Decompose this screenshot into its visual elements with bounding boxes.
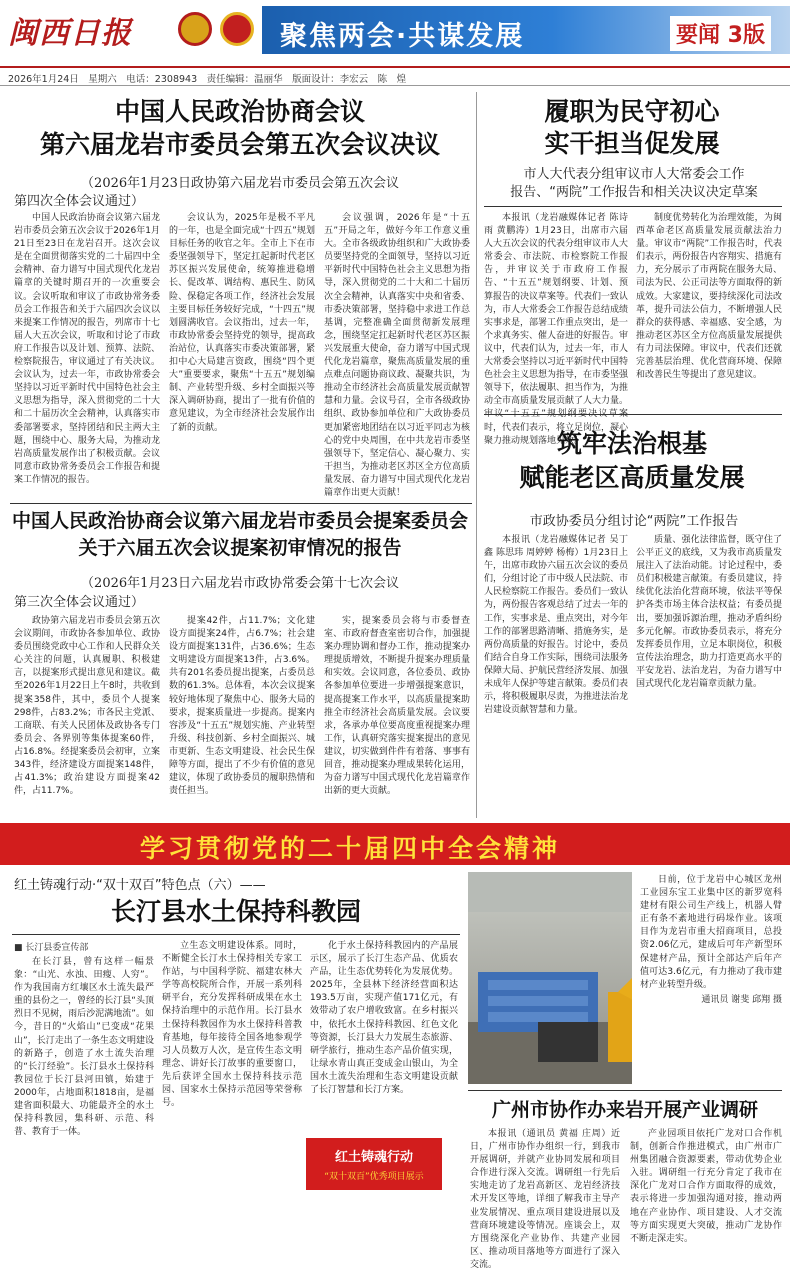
- article-5-column-1: 在长汀县，曾有这样一幅景象：“山光、水浊、田瘦、人穷”。作为我国南方红壤区水土流失最严重的县份之一，曾经的长汀县“头顶烈日不见树，雨后沙泥满地流”。如今，昔日的“火焰山”已变成“花果山”，长汀走出了一条生态文明建设的新路子，创造了水土流失治理的“长汀经验”。长汀县水土保持科教园位于长汀县河田镇，始建于2000年，占地面积1818亩，是福建省面积最大、功能最齐全的水土保持科教园，集科研、示范、科普、教育于一体。: [14, 957, 154, 1138]
- article-3-column-2: 制度优势转化为治理效能，为闽西革命老区高质量发展贡献法治力量。审议市“两院”工作报告时，代表们表示，两份报告内容翔实、措施有力，充分展示了市两院在服务大局、司法为民、公正司法等方面取得的新成效。大家建议，要持续深化司法改革，提升司法公信力，不断增强人民群众的获得感、幸福感、安全感，为推动老区苏区全方位高质量发展提供有力司法保障。审议中，代表们还就完善基层治理、优化营商环境、保障和改善民生等提出了意见建议。: [636, 213, 782, 381]
- article-2-column-2: 提案42件，占11.7%；文化建设方面提案24件，占6.7%；社会建设方面提案131件，占36.6%；生态文明建设方面提案13件，占3.6%。共有201名委员提出提案，占委员总数的61.3%。总体看，本次会议提案较好地体现了聚焦中心、服务大局的要求，提案质量进一步提高。提案内容涉及“十五五”规划实施、产业转型升级、科技创新、乡村全面振兴、城市更新、生态文明建设、社会民生保障等方面，提出了不少有价值的意见建议，体现了政协委员的履职热情和责任担当。: [169, 616, 315, 797]
- issue-meta: 2026年1月24日 星期六 电话：2308943 责任编辑：温丽华 版面设计：李宏云 陈 煌: [0, 66, 790, 86]
- article-2-subtitle-line-1: （2026年1月23日六届龙岩市政协常委会第十七次会议: [81, 576, 399, 591]
- divider: [484, 414, 782, 415]
- divider: [12, 934, 460, 935]
- article-4-deck: 市政协委员分组讨论“两院”工作报告: [529, 514, 739, 529]
- header-banner-title: 聚焦两会·共谋发展: [280, 21, 525, 52]
- article-1-column-1: 中国人民政治协商会议第六届龙岩市委员会第五次会议于2026年1月21日至23日在龙岩召开。这次会议是在全面贯彻落实党的二十届四中全会精神、奋力谱写中国式现代化龙岩篇章的关键时期召开的一次重要会议。会议听取和审议了市政协常务委员会工作报告和关于六届四次会议以来提案工作情况的报告，列席市十七届人大五次会议，听取和讨论了市政府工作报告以及计划、预算、法院、检察院报告，审议通过了有关决议。会议认为，过去一年，市政协常委会坚持以习近平新时代中国特色社会主义思想为指导，深入贯彻党的二十大和二十届历次全会精神，认真落实市委部署要求，坚持团结和民主两大主题，围绕中心、服务大局，为推动龙岩高质量发展作出了积极贡献。会议同意市政协常务委员会工作报告和提案工作情况的报告。: [14, 213, 160, 485]
- campaign-badge-title: 红土铸魂行动: [334, 1150, 413, 1165]
- column-divider: [476, 92, 477, 818]
- article-4-column-2: 质量、强化法律监督，既守住了公平正义的底线，又为我市高质量发展注入了法治动能。讨论过程中，委员们积极建言献策。有委员建议，持续优化法治化营商环境，依法平等保护各类市场主体合法权益；有委员提出，要加强诉源治理，推动矛盾纠纷多元化解。市政协委员表示，将充分发挥委员作用，立足本职岗位，积极宣传法治理念，助力打造更高水平的平安龙岩、法治龙岩，为奋力谱写中国式现代化龙岩篇章贡献力量。: [636, 535, 782, 690]
- article-6-column-1: 本报讯（通讯员 黄福 庄周）近日，广州市协作办组织一行，到我市开展调研，并就产业协同发展和项目合作进行深入交流。调研组一行先后实地走访了龙岩高新区、龙岩经济技术开发区等地，详细了解我市主导产业发展情况、重点项目建设进展以及营商环境建设等情况。座谈会上，双方围绕深化产业协作、共建产业园区、推动项目落地等方面进行了深入交流。: [470, 1129, 620, 1270]
- article-1-subtitle-line-1: （2026年1月23日政协第六届龙岩市委员会第五次会议: [81, 176, 399, 191]
- article-1-title-line-2: 第六届龙岩市委员会第五次会议决议: [39, 130, 440, 159]
- article-5-column-3: 化于水土保持科教园内的产品展示区，展示了长汀生态产品、优质农产品，让生态优势转化为发展优势。2025年，全县林下经济经营面积达193.5万亩，实现产值171亿元，有效带动了农户增收致富。在乡村振兴中，依托水土保持科教园、红色文化等资源，长汀县大力发展生态旅游、研学旅行，推动生态产品价值实现，让绿水青山真正变成金山银山，为全国水土流失治理和生态文明建设贡献了长汀智慧和长汀方案。: [310, 941, 458, 1096]
- cppcc-emblem-icon: [220, 12, 254, 46]
- article-4-title-line-1: 筑牢法治根基: [556, 429, 707, 458]
- article-1-subtitle-line-2: 第四次全体会议通过）: [14, 194, 145, 209]
- article-5-title: 长汀县水土保持科教园: [110, 897, 361, 926]
- article-6-title: 广州市协作办来岩开展产业调研: [491, 1099, 758, 1121]
- article-2-title-line-2: 关于六届五次会议提案初审情况的报告: [78, 537, 402, 559]
- article-5-kicker: 红土铸魂行动·“双十双百”特色点（六）——: [14, 878, 266, 893]
- article-2-column-1: 政协第六届龙岩市委员会第五次会议期间，市政协各参加单位、政协委员围绕党政中心工作和人民群众关心关注的问题，认真履职、积极建言，以提案形式提出意见和建议。截至2026年1月22日上午8时，共收到提案358件，其中，委员个人提案298件，占83.2%；市各民主党派、工商联、有关人民团体及政协各专门委员会、各界别等集体提案60件，占16.8%。经提案委员会初审，立案343件，经济建设方面提案148件，占41.3%；政治建设方面提案42件，占11.7%。: [14, 616, 160, 797]
- article-3-deck-line-1: 市人大代表分组审议市人大常委会工作: [523, 167, 745, 182]
- newspaper-logo: 闽西日报: [8, 16, 132, 51]
- article-4-title-line-2: 赋能老区高质量发展: [519, 463, 745, 492]
- article-5-byline: ■ 长汀县委宣传部: [14, 943, 89, 953]
- article-3-deck-line-2: 报告、“两院”工作报告和相关决议决定草案: [510, 185, 758, 200]
- article-6-column-2: 产业园项目依托广龙对口合作机制，创新合作推进模式，由广州市广州集团融合资源要素，带动优势企业入驻。调研组一行充分肯定了我市在深化广龙对口合作方面取得的成效，表示将进一步加强沟通对接，推动两地在产业协作、项目建设、人才交流等方面实现更大突破，推动广龙协作不断走深走实。: [630, 1129, 782, 1244]
- article-2-column-3: 实，提案委员会将与市委督查室、市政府督查室密切合作，加强提案办理协调和督办工作，推动提案办理提质增效，不断提升提案办理质量和实效。会议同意，各位委员、政协各参加单位要进一步增强提案意识，提高提案工作水平，以高质量提案助推全市经济社会高质量发展。会议要求，各承办单位要高度重视提案办理工作，认真研究落实提案提出的意见建议，切实做到件件有着落、事事有回音，推动提案办理成果转化运用，为奋力谱写中国式现代化龙岩篇章作出新的更大贡献。: [324, 616, 470, 797]
- photo-credit: 通讯员 谢斐 邱翔 摄: [701, 994, 782, 1005]
- national-emblem-icon: [178, 12, 212, 46]
- article-3-column-1: 本报讯（龙岩融媒体记者 陈诗雨 黄鹏涛）1月23日，出席市六届人大五次会议的代表分组审议市人大常委会、市法院、市检察院工作报告，并审议关于市政府工作报告、“十五五”规划纲要、计划、预算报告的决议草案等。代表们一致认为，市人大常委会工作报告总结成绩实事求是，部署工作重点突出，是一个求真务实、催人奋进的好报告。审议中，代表们认为，过去一年，市人大常委会坚持以习近平新时代中国特色社会主义思想为指导，在市委坚强领导下，依法履职、担当作为，为推动全市高质量发展贡献了人大力量。 时，代表们表示，将立足岗位，凝心聚力推动规划落地见效。: [484, 213, 629, 446]
- article-4-column-1: 本报讯（龙岩融媒体记者 吴丁鑫 陈思玮 周婷婷 杨梅）1月23日上午，出席市政协六届五次会议的委员们，分组讨论了市中级人民法院、市人民检察院工作报告。委员们一致认为，两份报告客观总结了过去一年的工作，实事求是、重点突出，对今年工作的部署思路清晰、措施务实，是两份高质量的好报告。讨论中，委员们结合自身工作实际，围绕司法服务保障大局、护航民营经济发展、加强未成年人保护等建言献策。委员们表示，将积极履职尽责，为推进法治龙岩建设贡献智慧和力量。: [484, 535, 629, 716]
- divider: [484, 206, 782, 207]
- article-2-title-line-1: 中国人民政治协商会议第六届龙岩市委员会提案委员会: [11, 510, 468, 532]
- article-1-column-3: 会议强调，2026年是“十五五”开局之年，做好今年工作意义重大。全市各级政协组织和广大政协委员要坚持党的全面领导，坚持以习近平新时代中国特色社会主义思想为指导，深入贯彻党的二十大和二十届历次全会精神，认真落实中央和省委、市委决策部署，坚持稳中求进工作总基调，完整准确全面贯彻新发展理念，围绕坚定扛起新时代老区苏区振兴发展重大使命，奋力谱写中国式现代化龙岩篇章，聚焦高质量发展的重点难点问题协商议政、凝聚共识，为推动全市经济社会高质量发展贡献智慧和力量。会议号召，全市各级政协组织、政协参加单位和广大政协委员更加紧密地团结在以习近平同志为核心的党中央周围，在中共龙岩市委坚强领导下，坚定信心、凝心聚力、实干担当，为推动老区苏区全方位高质量发展、奋力谱写中国式现代化龙岩篇章作出更大贡献！: [324, 213, 470, 498]
- article-5-column-2: 立生态文明建设体系。同时，不断健全长汀水土保持相关专家工作站，与中国科学院、福建农林大学等高校院所合作，开展一系列科研平台，充分发挥科研成果在水土保持治理中的示范作用。长汀县水土保持科教园作为水土保持科普教育基地，每年接待全国各地参观学习人员数万人次，是宣传生态文明理念、讲好长汀故事的重要窗口，先后获评全国水土保持科技示范园、国家水土保持示范园等荣誉称号。: [162, 941, 302, 1109]
- campaign-badge-subtitle: “双十双百”优秀项目展示: [324, 1172, 424, 1182]
- divider: [10, 503, 472, 504]
- section-label: 要闻 3版: [670, 16, 771, 51]
- photo-caption: 日前，位于龙岩中心城区龙州工业园东宝工业集中区的新罗宽科建材有限公司生产线上，机器人臂正有条不紊地进行码垛作业。该项目作为龙岩市重大招商项目，总投资2.06亿元，建成后可年产新型环保建材产品，预计全部达产后年产值可达3.6亿元，有力推动了我市建材产业转型升级。 通讯员 谢斐 邱翔 摄: [632, 872, 782, 1088]
- divider: [468, 1090, 782, 1091]
- article-2-subtitle-line-2: 第三次全体会议通过）: [14, 595, 145, 610]
- article-1-column-2: 会议认为，2025年是极不平凡的一年，也是全面完成“十四五”规划目标任务的收官之年。全市上下在市委坚强领导下，坚定扛起新时代老区苏区振兴发展使命，统筹推进稳增长、促改革、调结构、惠民生、防风险、保稳定各项工作，经济社会发展主要目标任务较好完成，“十四五”规划圆满收官。会议指出，过去一年，市政协常委会坚持党的领导，提高政治站位，认真落实市委决策部署，紧扣中心大局建言资政，围绕“四个更大”重要要求，聚焦“十五五”规划编制、产业转型升级、乡村全面振兴等深入调研协商，提出了一批有价值的意见建议，为全市经济社会发展作出了新的贡献。: [169, 213, 315, 433]
- article-3-title-line-1: 履职为民守初心: [544, 97, 720, 126]
- article-3-title-line-2: 实干担当促发展: [544, 129, 720, 158]
- campaign-badge: [306, 1138, 442, 1190]
- article-1-title-line-1: 中国人民政治协商会议: [114, 97, 365, 126]
- theme-banner-title: 学习贯彻党的二十届四中全会精神: [140, 834, 561, 863]
